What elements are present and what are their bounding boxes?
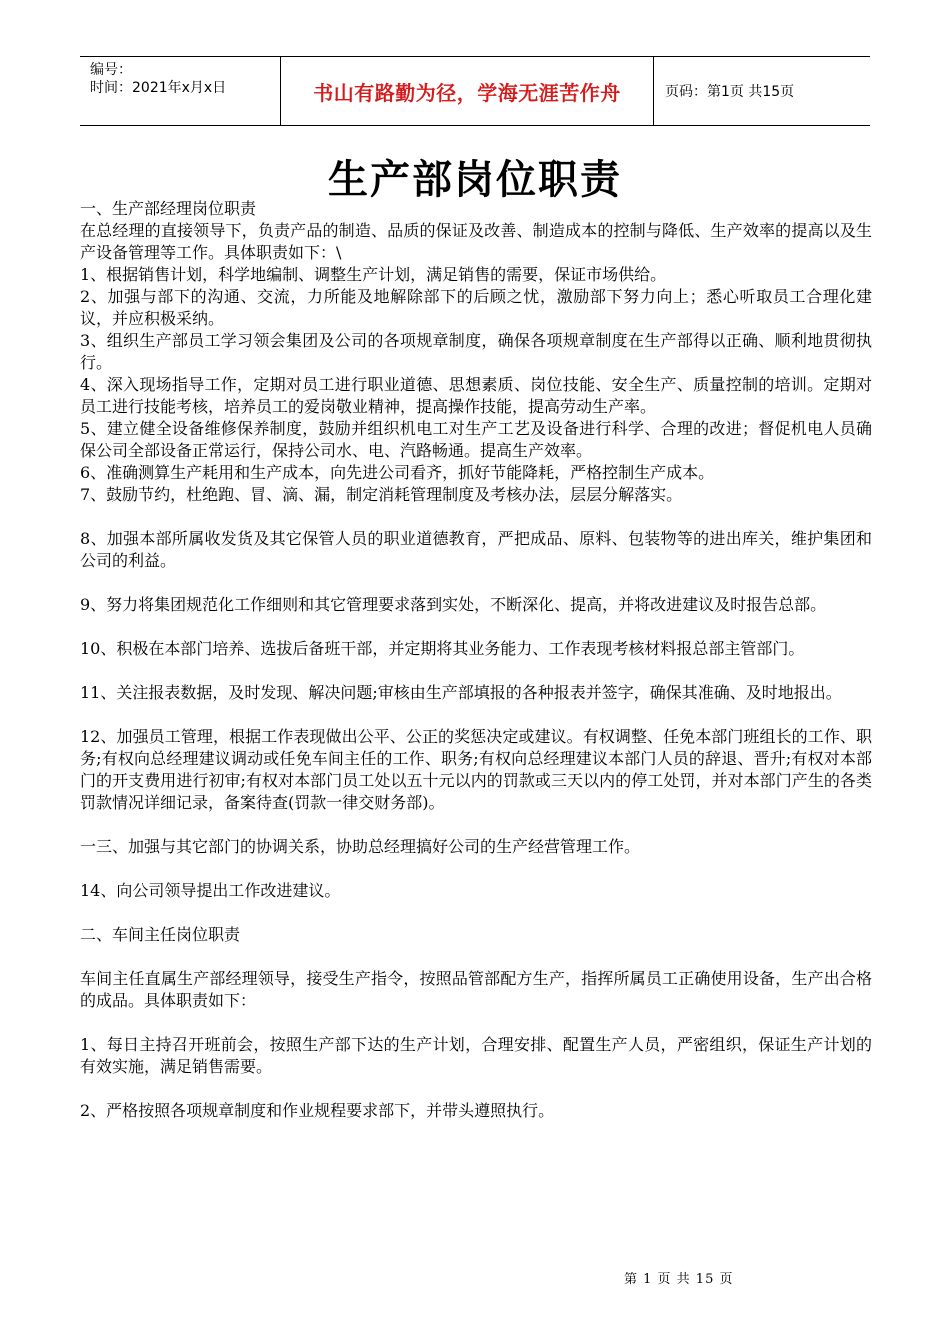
duty-item-14: 14、向公司领导提出工作改进建议。 bbox=[80, 881, 341, 900]
duty-item-4: 4、深入现场指导工作，定期对员工进行职业道德、思想素质、岗位技能、安全生产、质量控制的培训。定期对员工进行技能考核，培养员工的爱岗敬业精神，提高操作技能，提高劳动生产率。 bbox=[80, 375, 872, 416]
duty-item-5: 5、建立健全设备维修保养制度，鼓励并组织机电工对生产工艺及设备进行科学、合理的改进；督促机电人员确保公司全部设备正常运行，保持公司水、电、汽路畅通。提高生产效率。 bbox=[80, 419, 872, 460]
duty-item-11: 11、关注报表数据，及时发现、解决问题;审核由生产部填报的各种报表并签字，确保其准确、及时地报出。 bbox=[80, 683, 842, 702]
header-page-info: 页码：第1页 共15页 bbox=[665, 84, 795, 100]
page-footer: 第 1 页 共 15 页 bbox=[624, 1272, 734, 1287]
duty-item-8: 8、加强本部所属收发货及其它保管人员的职业道德教育，严把成品、原料、包装物等的进出库关，维护集团和公司的利益。 bbox=[80, 529, 872, 570]
section-heading-1: 一、生产部经理岗位职责 bbox=[80, 199, 257, 218]
document-number-label: 编号： bbox=[90, 62, 132, 78]
duty-item-6: 6、准确测算生产耗用和生产成本，向先进公司看齐，抓好节能降耗，严格控制生产成本。 bbox=[80, 463, 715, 482]
duty-item-7: 7、鼓励节约，杜绝跑、冒、滴、漏，制定消耗管理制度及考核办法，层层分解落实。 bbox=[80, 485, 683, 504]
paragraph-intro: 在总经理的直接领导下，负责产品的制造、品质的保证及改善、制造成本的控制与降低、生产效率的提高以及生产设备管理等工作。具体职责如下：\ bbox=[80, 221, 872, 262]
document-date: 时间：2021年x月x日 bbox=[90, 80, 227, 96]
duty-item-3: 3、组织生产部员工学习领会集团及公司的各项规章制度，确保各项规章制度在生产部得以正确、顺利地贯彻执行。 bbox=[80, 331, 872, 372]
duty-item-9: 9、努力将集团规范化工作细则和其它管理要求落到实处，不断深化、提高，并将改进建议及时报告总部。 bbox=[80, 595, 827, 614]
paragraph-workshop-intro: 车间主任直属生产部经理领导，接受生产指令，按照品管部配方生产，指挥所属员工正确使用设备，生产出合格的成品。具体职责如下： bbox=[80, 969, 872, 1010]
header-motto: 书山有路勤为径，学海无涯苦作舟 bbox=[280, 57, 654, 125]
workshop-duty-item-1: 1、每日主持召开班前会，按照生产部下达的生产计划，合理安排、配置生产人员，严密组织，保证生产计划的有效实施，满足销售需要。 bbox=[80, 1035, 872, 1076]
document-body bbox=[80, 198, 872, 1122]
duty-item-13: 一三、加强与其它部门的协调关系，协助总经理搞好公司的生产经营管理工作。 bbox=[80, 837, 641, 856]
duty-item-2: 2、加强与部下的沟通、交流，力所能及地解除部下的后顾之忧，激励部下努力向上；悉心听取员工合理化建议，并应积极采纳。 bbox=[80, 287, 872, 328]
header-meta bbox=[80, 57, 280, 125]
duty-item-12: 12、加强员工管理，根据工作表现做出公平、公正的奖惩决定或建议。有权调整、任免本部门班组长的工作、职务;有权向总经理建议调动或任免车间主任的工作、职务;有权向总经理建议本部门人员的辞退、晋升;有权对本部门的开支费用进行初审;有权对本部门员工处以五十元以内的罚款或三天以内的停工处罚，并对本部门产生的各类罚款情况详细记录，备案待查(罚款一律交财务部)。 bbox=[80, 727, 872, 812]
duty-item-1: 1、根据销售计划，科学地编制、调整生产计划，满足销售的需要，保证市场供给。 bbox=[80, 265, 667, 284]
duty-item-10: 10、积极在本部门培养、选拔后备班干部，并定期将其业务能力、工作表现考核材料报总部主管部门。 bbox=[80, 639, 805, 658]
document-title: 生产部岗位职责 bbox=[328, 157, 622, 203]
workshop-duty-item-2: 2、严格按照各项规章制度和作业规程要求部下，并带头遵照执行。 bbox=[80, 1101, 555, 1120]
section-heading-2: 二、车间主任岗位职责 bbox=[80, 925, 241, 944]
page-header bbox=[80, 56, 870, 126]
